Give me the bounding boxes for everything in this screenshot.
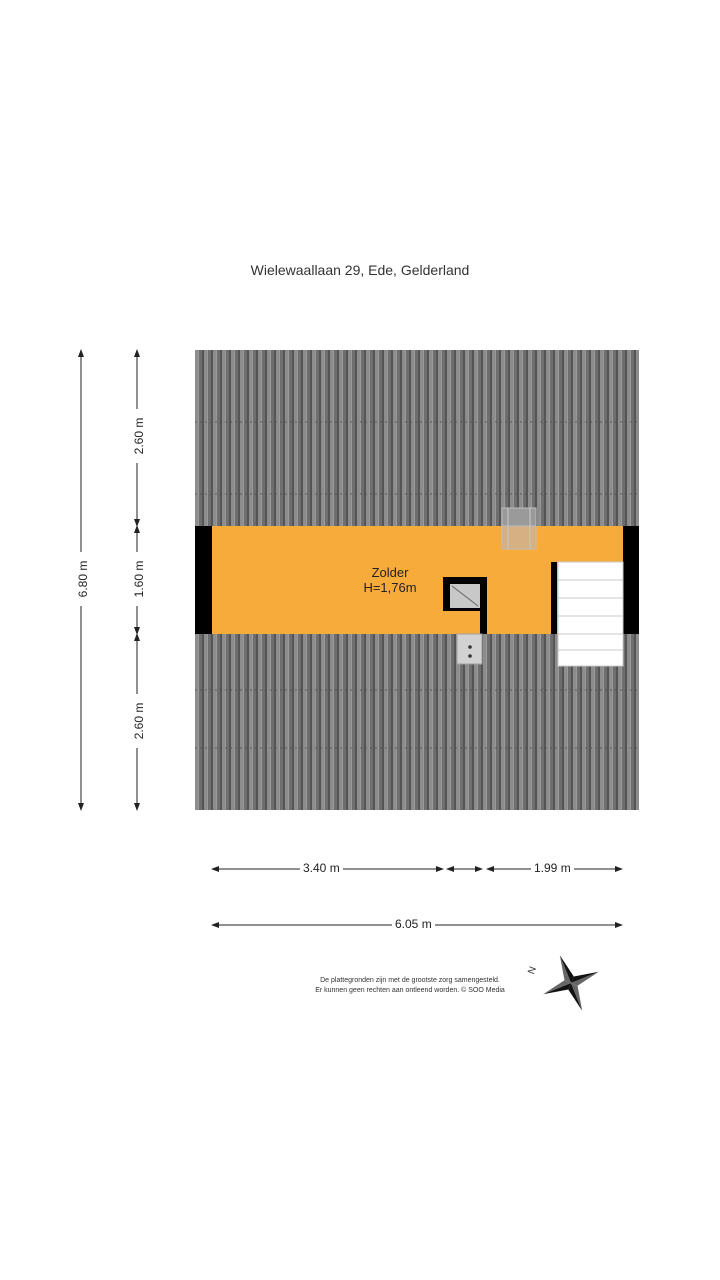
staircase bbox=[558, 562, 623, 666]
skylight bbox=[502, 508, 536, 549]
dim-bottom-label: 2.60 m bbox=[132, 694, 146, 748]
dim-total-height-label: 6.80 m bbox=[76, 552, 90, 606]
disclaimer-line-2: Er kunnen geen rechten aan ontleend worden. © SOO Media bbox=[315, 987, 505, 994]
stair-wall bbox=[551, 562, 557, 634]
room-label bbox=[330, 565, 450, 595]
page-title: Wielewaallaan 29, Ede, Gelderland bbox=[250, 262, 470, 278]
room-height: H=1,76m bbox=[363, 580, 417, 595]
dim-total-width-label: 6.05 m bbox=[392, 917, 435, 931]
dim-width-left-label: 3.40 m bbox=[300, 861, 343, 875]
compass-north-label: N bbox=[526, 965, 540, 976]
dim-top-label: 2.60 m bbox=[132, 409, 146, 463]
room-name: Zolder bbox=[371, 565, 409, 580]
disclaimer bbox=[290, 976, 530, 996]
wall-right bbox=[623, 526, 639, 634]
compass-icon bbox=[532, 944, 610, 1022]
roof-top bbox=[195, 350, 639, 526]
wall-left bbox=[195, 526, 212, 634]
vent-box bbox=[457, 634, 482, 664]
dim-middle-label: 1.60 m bbox=[132, 552, 146, 606]
disclaimer-line-1: De plattegronden zijn met de grootste zorg samengesteld. bbox=[320, 977, 500, 984]
dim-width-right-label: 1.99 m bbox=[531, 861, 574, 875]
